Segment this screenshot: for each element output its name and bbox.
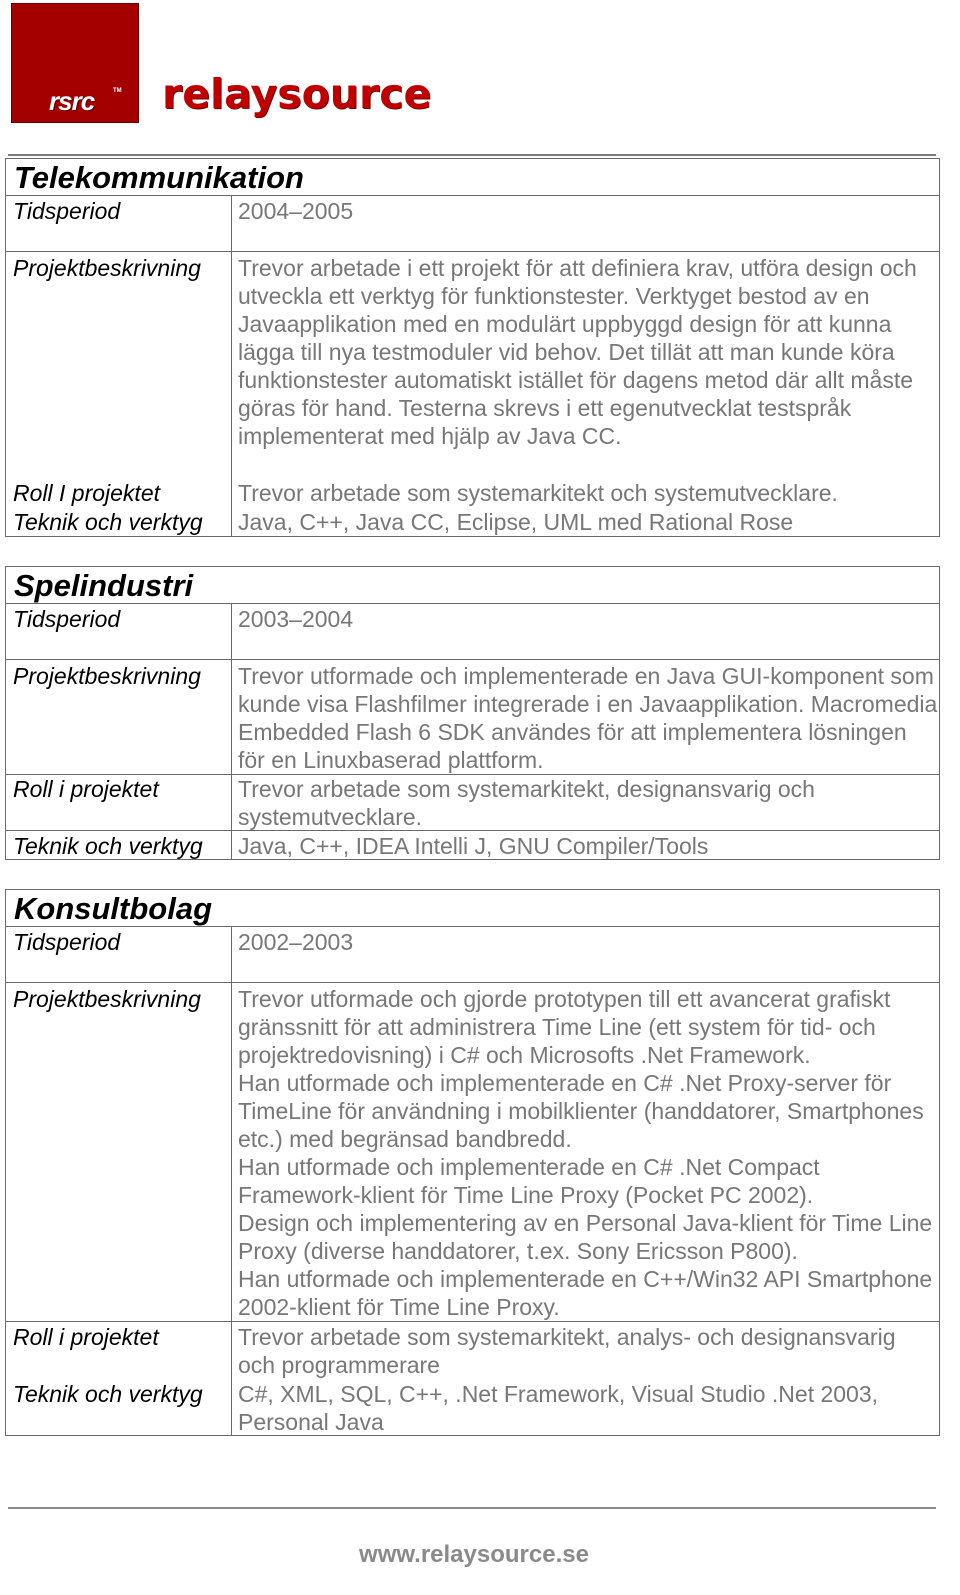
section-telekommunikation [5, 158, 940, 537]
column-divider [231, 195, 232, 536]
section-title: Spelindustri [14, 568, 194, 603]
description-paragraph: Han utformade och implementerade en C++/Win32 API Smartphone 2002-klient för Time Line Proxy. [238, 1266, 933, 1320]
row-divider [6, 1321, 939, 1322]
footer-url[interactable]: www.relaysource.se [359, 1541, 589, 1568]
role-value: Trevor arbetade som systemarkitekt, designansvarig och systemutvecklare. [238, 776, 815, 830]
column-divider [231, 926, 232, 1435]
role-value: Trevor arbetade som systemarkitekt och systemutvecklare. [238, 480, 838, 506]
role-label: Roll I projektet [13, 480, 161, 506]
role-value: Trevor arbetade som systemarkitekt, analys- och designansvarig och programmerare [238, 1324, 896, 1378]
tools-label: Teknik och verktyg [13, 1381, 203, 1407]
row-divider [6, 603, 939, 604]
section-title: Telekommunikation [14, 160, 304, 195]
period-label: Tidsperiod [13, 198, 121, 224]
period-value: 2004–2005 [238, 198, 354, 224]
period-value: 2002–2003 [238, 929, 354, 955]
section-spelindustri [5, 566, 940, 860]
header-divider [8, 154, 936, 156]
logo-short: rsrc [49, 86, 95, 116]
column-divider [231, 603, 232, 859]
description-value: Trevor arbetade i ett projekt för att definiera krav, utföra design och utveckla ett verktyg för funktionstester. Verktyget bestod av en Javaapplikation med en modulärt uppbyggd design för att kunna lägga till nya testmoduler vid behov. Det tillät att man kunde köra funktionstester automatiskt istället för dagens metod där allt måste göras för hand. Testerna skrevs i ett egenutvecklat testspråk implementerat med hjälp av Java CC. [238, 255, 917, 449]
row-divider [6, 830, 939, 831]
footer-divider [8, 1507, 936, 1509]
tools-value: Java, C++, Java CC, Eclipse, UML med Rational Rose [238, 509, 794, 535]
role-label: Roll i projektet [13, 1324, 159, 1350]
logo-trademark: TM [113, 88, 122, 94]
description-paragraph: Trevor utformade och gjorde prototypen till ett avancerat grafiskt gränssnitt för att administrera Time Line (ett system för tid- och projektredovisning) i C# och Microsofts .Net Framework. [238, 986, 891, 1068]
logo-wordmark: relaysource [162, 70, 432, 118]
description-paragraph: Design och implementering av en Personal Java-klient för Time Line Proxy (diverse handdatorer, t.ex. Sony Ericsson P800). [238, 1210, 933, 1264]
period-label: Tidsperiod [13, 606, 121, 632]
row-divider [6, 251, 939, 252]
description-paragraph: Han utformade och implementerade en C# .Net Proxy-server för TimeLine för användning i mobilklienter (handdatorer, Smartphones etc.) med begränsad bandbredd. [238, 1070, 924, 1152]
description-value: Trevor utformade och implementerade en Java GUI-komponent som kunde visa Flashfilmer integrerade i en Javaapplikation. Macromedia Embedded Flash 6 SDK användes för att implementera lösningen för en Linuxbaserad plattform. [238, 663, 938, 773]
description-value [238, 985, 938, 1321]
tools-value: Java, C++, IDEA Intelli J, GNU Compiler/Tools [238, 833, 709, 859]
tools-label: Teknik och verktyg [13, 833, 203, 859]
section-title: Konsultbolag [14, 891, 213, 926]
description-label: Projektbeskrivning [13, 986, 201, 1012]
row-divider [6, 926, 939, 927]
tools-value: C#, XML, SQL, C++, .Net Framework, Visual Studio .Net 2003, Personal Java [238, 1381, 879, 1435]
period-label: Tidsperiod [13, 929, 121, 955]
description-label: Projektbeskrivning [13, 663, 201, 689]
description-paragraph: Han utformade och implementerade en C# .Net Compact Framework-klient för Time Line Proxy (Pocket PC 2002). [238, 1154, 820, 1208]
row-divider [6, 195, 939, 196]
period-value: 2003–2004 [238, 606, 354, 632]
section-konsultbolag [5, 889, 940, 1436]
row-divider [6, 982, 939, 983]
role-label: Roll i projektet [13, 776, 159, 802]
tools-label: Teknik och verktyg [13, 509, 203, 535]
row-divider [6, 659, 939, 660]
description-label: Projektbeskrivning [13, 255, 201, 281]
